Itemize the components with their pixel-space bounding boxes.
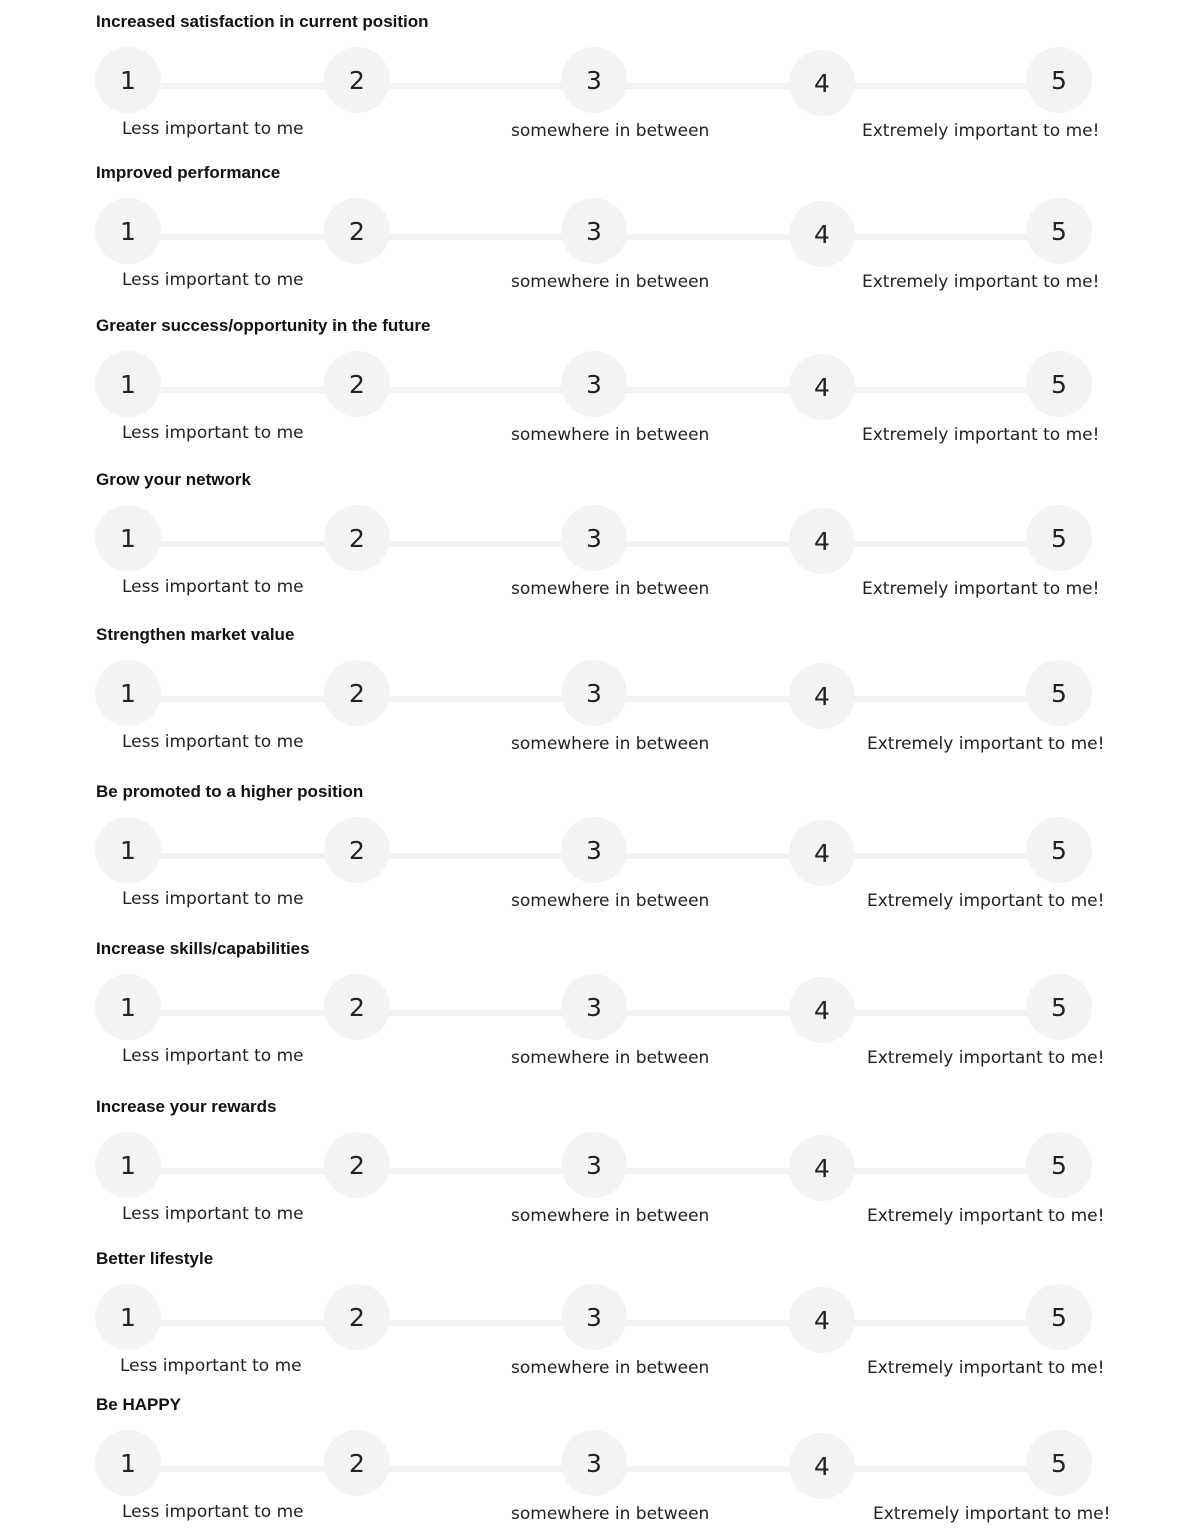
rating-option-3[interactable]: 3 (561, 505, 627, 571)
rating-option-2[interactable]: 2 (324, 351, 390, 417)
question-title: Increased satisfaction in current position (96, 12, 429, 31)
scale-label-mid: somewhere in between (511, 1358, 710, 1378)
question-title: Be HAPPY (96, 1395, 182, 1414)
question-title: Increase skills/capabilities (96, 939, 310, 958)
scale-label-high: Extremely important to me! (862, 272, 1100, 292)
rating-option-5[interactable]: 5 (1026, 817, 1092, 883)
rating-option-3[interactable]: 3 (561, 974, 627, 1040)
scale-label-mid: somewhere in between (511, 734, 710, 754)
rating-option-2[interactable]: 2 (324, 1430, 390, 1496)
scale-label-high: Extremely important to me! (867, 891, 1105, 911)
scale-label-high: Extremely important to me! (867, 1206, 1105, 1226)
question-block (0, 1383, 1187, 1533)
rating-option-1[interactable]: 1 (95, 817, 161, 883)
rating-option-3[interactable]: 3 (561, 817, 627, 883)
rating-option-1[interactable]: 1 (95, 1430, 161, 1496)
question-block (0, 613, 1187, 763)
scale-label-mid: somewhere in between (511, 425, 710, 445)
rating-option-2[interactable]: 2 (324, 198, 390, 264)
scale-label-high: Extremely important to me! (862, 121, 1100, 141)
rating-option-4[interactable]: 4 (789, 663, 855, 729)
rating-option-1[interactable]: 1 (95, 47, 161, 113)
rating-option-2[interactable]: 2 (324, 47, 390, 113)
question-block (0, 458, 1187, 608)
rating-option-1[interactable]: 1 (95, 198, 161, 264)
scale-label-low: Less important to me (120, 1356, 302, 1376)
rating-option-3[interactable]: 3 (561, 351, 627, 417)
rating-option-4[interactable]: 4 (789, 820, 855, 886)
scale-label-low: Less important to me (122, 423, 304, 443)
scale-label-high: Extremely important to me! (867, 1048, 1105, 1068)
rating-option-5[interactable]: 5 (1026, 974, 1092, 1040)
rating-option-5[interactable]: 5 (1026, 351, 1092, 417)
rating-option-1[interactable]: 1 (95, 974, 161, 1040)
question-block (0, 0, 1187, 150)
scale-label-high: Extremely important to me! (867, 1358, 1105, 1378)
question-block (0, 151, 1187, 301)
rating-option-5[interactable]: 5 (1026, 1430, 1092, 1496)
rating-option-3[interactable]: 3 (561, 660, 627, 726)
rating-option-1[interactable]: 1 (95, 1132, 161, 1198)
rating-option-4[interactable]: 4 (789, 354, 855, 420)
scale-label-mid: somewhere in between (511, 272, 710, 292)
scale-label-mid: somewhere in between (511, 1048, 710, 1068)
rating-option-4[interactable]: 4 (789, 508, 855, 574)
rating-option-2[interactable]: 2 (324, 974, 390, 1040)
scale-label-low: Less important to me (122, 119, 304, 139)
scale-label-low: Less important to me (122, 270, 304, 290)
scale-label-low: Less important to me (122, 1204, 304, 1224)
question-title: Grow your network (96, 470, 251, 489)
question-block (0, 1237, 1187, 1387)
question-title: Greater success/opportunity in the future (96, 316, 431, 335)
question-block (0, 1085, 1187, 1235)
rating-option-5[interactable]: 5 (1026, 198, 1092, 264)
rating-option-4[interactable]: 4 (789, 977, 855, 1043)
scale-label-low: Less important to me (122, 1502, 304, 1522)
rating-option-2[interactable]: 2 (324, 817, 390, 883)
question-title: Improved performance (96, 163, 281, 182)
rating-option-4[interactable]: 4 (789, 1287, 855, 1353)
rating-option-2[interactable]: 2 (324, 1284, 390, 1350)
rating-option-4[interactable]: 4 (789, 50, 855, 116)
rating-option-2[interactable]: 2 (324, 660, 390, 726)
rating-option-4[interactable]: 4 (789, 201, 855, 267)
rating-option-1[interactable]: 1 (95, 505, 161, 571)
rating-option-5[interactable]: 5 (1026, 505, 1092, 571)
scale-label-low: Less important to me (122, 889, 304, 909)
rating-option-1[interactable]: 1 (95, 351, 161, 417)
scale-label-high: Extremely important to me! (862, 579, 1100, 599)
rating-option-3[interactable]: 3 (561, 1132, 627, 1198)
rating-option-3[interactable]: 3 (561, 47, 627, 113)
rating-option-4[interactable]: 4 (789, 1135, 855, 1201)
rating-option-2[interactable]: 2 (324, 1132, 390, 1198)
scale-label-mid: somewhere in between (511, 1504, 710, 1524)
rating-option-5[interactable]: 5 (1026, 660, 1092, 726)
rating-option-1[interactable]: 1 (95, 1284, 161, 1350)
question-block (0, 927, 1187, 1077)
scale-label-high: Extremely important to me! (873, 1504, 1111, 1524)
rating-option-5[interactable]: 5 (1026, 1132, 1092, 1198)
scale-label-low: Less important to me (122, 1046, 304, 1066)
scale-label-high: Extremely important to me! (862, 425, 1100, 445)
scale-label-low: Less important to me (122, 732, 304, 752)
scale-label-mid: somewhere in between (511, 579, 710, 599)
scale-label-mid: somewhere in between (511, 121, 710, 141)
question-title: Strengthen market value (96, 625, 295, 644)
scale-label-low: Less important to me (122, 577, 304, 597)
rating-option-2[interactable]: 2 (324, 505, 390, 571)
question-block (0, 304, 1187, 454)
rating-option-3[interactable]: 3 (561, 1284, 627, 1350)
scale-label-high: Extremely important to me! (867, 734, 1105, 754)
scale-label-mid: somewhere in between (511, 891, 710, 911)
scale-label-mid: somewhere in between (511, 1206, 710, 1226)
rating-option-5[interactable]: 5 (1026, 47, 1092, 113)
rating-option-3[interactable]: 3 (561, 1430, 627, 1496)
question-block (0, 770, 1187, 920)
rating-option-4[interactable]: 4 (789, 1433, 855, 1499)
question-title: Better lifestyle (96, 1249, 214, 1268)
question-title: Be promoted to a higher position (96, 782, 364, 801)
rating-option-1[interactable]: 1 (95, 660, 161, 726)
rating-option-5[interactable]: 5 (1026, 1284, 1092, 1350)
question-title: Increase your rewards (96, 1097, 277, 1116)
rating-option-3[interactable]: 3 (561, 198, 627, 264)
